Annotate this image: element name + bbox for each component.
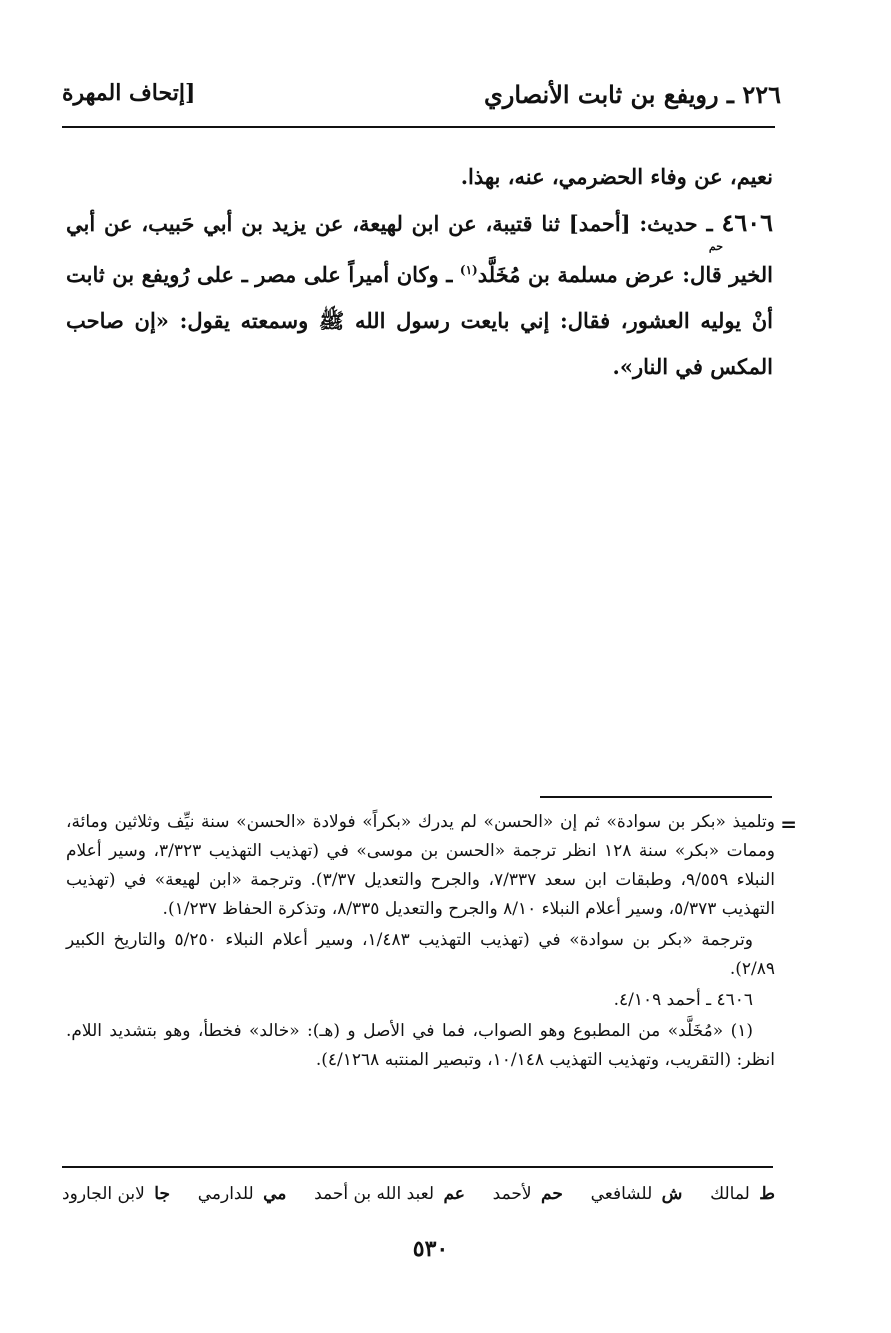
legend-code: حم [541, 1184, 563, 1204]
footnote-para-1: وتلميذ «بكر بن سوادة» ثم إن «الحسن» لم يدرك «بكراً» فولادة «الحسن» سنة نيِّف وثلاثين ومائة، وممات «بكر» سنة ١٢٨ انظر ترجمة «الحسن بن موسى» في (تهذيب التهذيب ٣/٣٢٣، وسير أعلام النبلاء ٩/٥٥٩، وطبقات ابن سعد ٧/٣٣٧، والجرح والتعديل ٣/٣٧). وترجمة «ابن لهيعة» في (تهذيب التهذيب ٥/٣٧٣، وسير أعلام النبلاء ٨/١٠ والجرح والتعديل ٨/٣٣٥، وتذكرة الحفاظ ١/٢٣٧). [66, 812, 776, 919]
footnote-para-3: ٤٦٠٦ ـ أحمد ٤/١٠٩. [613, 990, 753, 1010]
legend-name: لأحمد [492, 1184, 532, 1204]
abbreviation-legend [62, 1184, 775, 1204]
legend-code: ط [759, 1184, 775, 1204]
running-head-book: [إتحاف المهرة [62, 80, 196, 106]
legend-item [62, 1184, 170, 1204]
legend-item [493, 1184, 563, 1204]
legend-item [314, 1184, 465, 1204]
page-number: ٥٣٠ [412, 1236, 449, 1262]
footnote-para-4: (١) «مُخَلَّد» من المطبوع وهو الصواب، فما في الأصل و (هـ): «خالد» فخطأ، وهو بتشديد اللام. انظر: (التقريب، وتهذيب التهذيب ١٠/١٤٨، وتبصير المنتبه ٤/١٢٦٨). [66, 1021, 775, 1070]
legend-code: ش [661, 1184, 683, 1204]
footnote-divider [540, 796, 772, 798]
footnote-ref: (١) [459, 263, 478, 277]
legend-divider [62, 1166, 773, 1168]
legend-name: لعبد الله بن أحمد [314, 1184, 435, 1204]
hadith-text: ـ حديث: [أحمد] ثنا قتيبة، عن ابن لهيعة، عن يزيد بن أبي حَبيب، عن أبي الخير قال: عرض مسلمة بن مُخَلَّد [66, 211, 773, 287]
main-line-1 [66, 154, 773, 200]
header-divider [62, 126, 775, 128]
hadith-paragraph [66, 200, 773, 390]
legend-code: مي [263, 1184, 287, 1204]
legend-name: للشافعي [590, 1184, 653, 1204]
legend-code: عم [443, 1184, 465, 1204]
continuation-text: نعيم، عن وفاء الحضرمي، عنه، بهذا. [460, 164, 773, 189]
legend-name: لابن الجارود [62, 1184, 145, 1204]
legend-name: لمالك [710, 1184, 750, 1204]
legend-item [710, 1184, 775, 1204]
legend-item [198, 1184, 287, 1204]
legend-item [591, 1184, 683, 1204]
main-text [66, 154, 773, 390]
running-head-title: ٢٢٦ ـ رويفع بن ثابت الأنصاري [484, 80, 781, 109]
hadith-text-2: ـ وكان أميراً على مصر ـ على رُويفع بن ثابت أنْ يوليه العشور، فقال: إني بايعت رسول الله ﷺ وسمعته يقول: «إن صاحب المكس في النار». [66, 262, 773, 379]
source-marker: حم [708, 240, 723, 253]
continuation-mark: = [780, 812, 797, 836]
legend-name: للدارمي [197, 1184, 254, 1204]
hadith-number: ٤٦٠٦ [721, 208, 773, 237]
legend-code: جا [154, 1184, 170, 1204]
footnote-para-2: وترجمة «بكر بن سوادة» في (تهذيب التهذيب ١/٤٨٣، وسير أعلام النبلاء ٥/٢٥٠ والتاريخ الكبير ٢/٨٩). [66, 930, 775, 979]
footnotes [66, 808, 775, 1077]
